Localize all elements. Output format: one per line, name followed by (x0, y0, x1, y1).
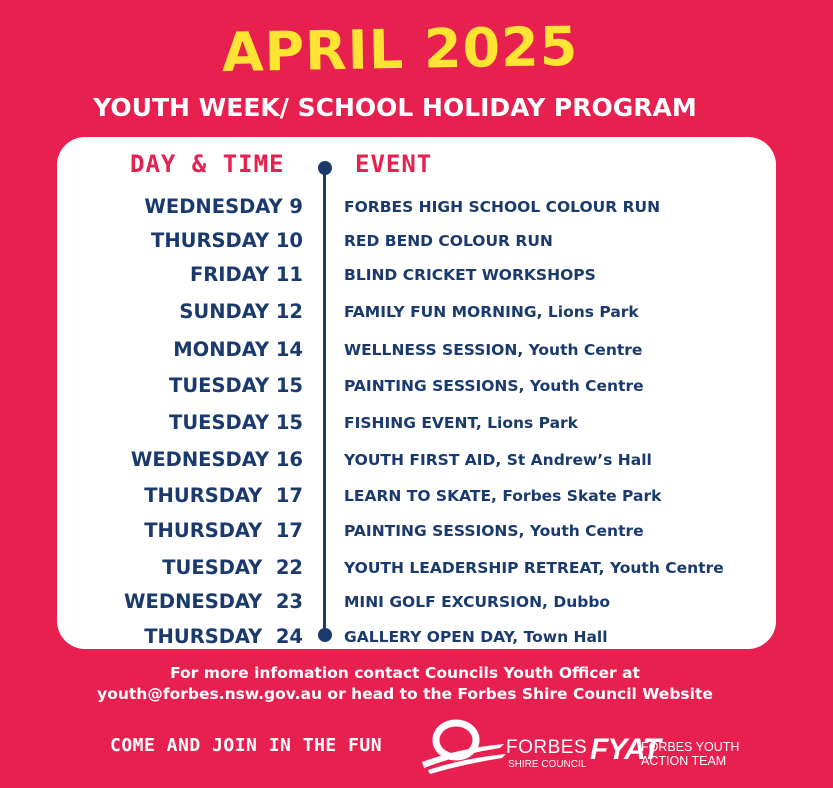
row-event: MINI GOLF EXCURSION, Dubbo (344, 593, 611, 611)
row-day: TUESDAY 15 (169, 411, 303, 434)
row-event: PAINTING SESSIONS, Youth Centre (344, 377, 644, 395)
schedule-row (0, 484, 833, 514)
row-day: WEDNESDAY 9 (144, 195, 303, 218)
row-event: GALLERY OPEN DAY, Town Hall (344, 628, 608, 646)
schedule-row (0, 195, 833, 225)
row-event: LEARN TO SKATE, Forbes Skate Park (344, 487, 662, 505)
row-event: PAINTING SESSIONS, Youth Centre (344, 522, 644, 540)
schedule-row (0, 374, 833, 404)
row-day: TUESDAY 22 (162, 556, 303, 579)
schedule-row (0, 519, 833, 549)
call-to-action: COME AND JOIN IN THE FUN (110, 735, 383, 756)
day-column-header: DAY & TIME (130, 150, 285, 178)
row-day: THURSDAY 24 (144, 625, 303, 648)
row-event: WELLNESS SESSION, Youth Centre (344, 341, 643, 359)
timeline-dot-top (318, 161, 332, 175)
contact-info-line-2: youth@forbes.nsw.gov.au or head to the Forbes Shire Council Website (97, 685, 713, 703)
row-day: THURSDAY 17 (144, 484, 303, 507)
schedule-row (0, 263, 833, 293)
row-day: THURSDAY 17 (144, 519, 303, 542)
schedule-row (0, 556, 833, 586)
row-day: SUNDAY 12 (179, 300, 303, 323)
schedule-row (0, 625, 833, 655)
row-event: RED BEND COLOUR RUN (344, 232, 553, 250)
row-day: TUESDAY 15 (169, 374, 303, 397)
row-event: FISHING EVENT, Lions Park (344, 414, 578, 432)
row-event: YOUTH FIRST AID, St Andrew’s Hall (344, 451, 652, 469)
fyat-logo-mark: FYAT (590, 733, 660, 766)
schedule-row (0, 229, 833, 259)
page-subtitle: YOUTH WEEK/ SCHOOL HOLIDAY PROGRAM (93, 93, 697, 122)
row-day: FRIDAY 11 (189, 263, 303, 286)
row-event: YOUTH LEADERSHIP RETREAT, Youth Centre (344, 559, 724, 577)
row-day: WEDNESDAY 23 (124, 590, 303, 613)
schedule-row (0, 338, 833, 368)
row-day: WEDNESDAY 16 (130, 448, 303, 471)
contact-info-line-1: For more infomation contact Councils Youth Officer at (170, 664, 640, 682)
schedule-row (0, 411, 833, 441)
row-day: THURSDAY 10 (151, 229, 303, 252)
schedule-row (0, 590, 833, 620)
row-event: FAMILY FUN MORNING, Lions Park (344, 303, 639, 321)
fyat-logo-line-1: FORBES YOUTH (641, 740, 740, 754)
row-day: MONDAY 14 (173, 338, 303, 361)
forbes-logo-subtitle: SHIRE COUNCIL (508, 759, 587, 770)
forbes-logo-name: FORBES (506, 737, 588, 758)
row-event: BLIND CRICKET WORKSHOPS (344, 266, 596, 284)
schedule-row (0, 300, 833, 330)
row-event: FORBES HIGH SCHOOL COLOUR RUN (344, 198, 661, 216)
schedule-row (0, 448, 833, 478)
fyat-logo-line-2: ACTION TEAM (641, 754, 727, 768)
page-title: APRIL 2025 (221, 14, 579, 85)
event-column-header: EVENT (355, 150, 433, 178)
contact-info (0, 663, 810, 705)
